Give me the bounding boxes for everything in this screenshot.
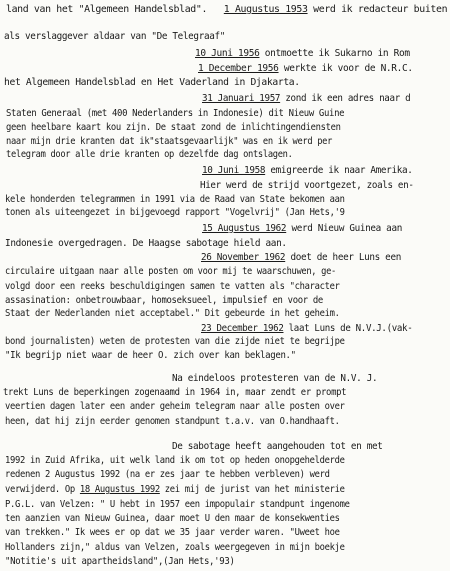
line-text: werd Nieuw Guinea aan (286, 223, 402, 234)
text-line (5, 238, 287, 250)
line-text: ontmoette ik Sukarno in Rom (259, 48, 410, 59)
text-line (4, 31, 225, 43)
underlined-date: 26 November 1962 (201, 252, 286, 263)
text-line (195, 48, 410, 60)
text-line (5, 455, 345, 467)
text-line (5, 350, 296, 362)
line-text: "Ik begrijp niet waar de heer O. zich over kan beklagen." (5, 350, 296, 361)
line-text: telegram door alle drie kranten op dezelfde dag ontslagen. (6, 149, 293, 160)
line-text: tonen als uiteengezet in bijgevoegd rapport "Vogelvrij" (Jan Hets,'9 (5, 207, 345, 218)
line-text: Indonesie overgedragen. De Haagse sabotage hield aan. (5, 238, 287, 249)
text-line (3, 387, 346, 399)
underlined-date: 18 Augustus 1992 (79, 484, 160, 495)
line-text: verwijderd. Op (5, 484, 80, 495)
text-line (5, 401, 345, 413)
line-text: Staat der Nederlanden niet acceptabel." Dit gebeurde in het geheim. (5, 308, 340, 319)
underlined-date: 31 Januari 1957 (202, 93, 281, 104)
text-line (202, 93, 410, 105)
text-line (6, 149, 293, 161)
line-text: naar mijn drie kranten dat ik"staatsgevaarlijk" was en ik werd per (6, 136, 333, 147)
text-line (5, 513, 340, 525)
line-text: P.G.L. van Velzen: " U hebt in 1957 een impopulair standpunt ingenome (5, 499, 350, 510)
text-line (5, 527, 340, 539)
line-text: als verslaggever aldaar van "De Telegraaf" (4, 31, 226, 42)
line-text: De sabotage heeft aangehouden tot en met (172, 441, 383, 452)
text-line (5, 194, 345, 206)
underlined-date: 10 Juni 1958 (202, 165, 266, 176)
text-line (5, 542, 345, 554)
line-text: ten aanzien van Nieuw Guinea, daar moet U den maar de konsekwenties (5, 513, 340, 524)
line-text: werd ik redacteur buiten (307, 4, 448, 15)
line-text: volgd door een reeks beschuldigingen samen te vatten als "character (5, 281, 340, 292)
text-line (201, 252, 401, 264)
line-text: veertien dagen later een ander geheim telegram naar alle posten over (5, 401, 345, 412)
line-text: trekt Luns de beperkingen zogenaamd in 1964 in, maar zendt er prompt (3, 387, 347, 398)
line-text: land van het "Algemeen Handelsblad". (6, 4, 224, 15)
text-line (201, 323, 412, 335)
text-line (5, 266, 336, 278)
text-line (202, 223, 402, 235)
line-text: Hollanders zijn," aldus van Velzen, zoals weergegeven in mijn boekje (5, 542, 345, 553)
line-text: Hier werd de strijd voortgezet, zoals en- (200, 180, 414, 191)
underlined-date: 15 Augustus 1962 (202, 223, 287, 234)
text-line (5, 281, 340, 293)
line-text: Staten Generaal (met 400 Nederlanders in Indonesie) dit Nieuw Guine (6, 108, 345, 119)
line-text: circulaire uitgaan naar alle posten om voor mij te waarschuwen, ge- (5, 266, 336, 277)
text-line (172, 441, 382, 453)
line-text: kele honderden telegrammen in 1991 via de Raad van State bekomen aan (5, 194, 345, 205)
text-line (5, 556, 235, 568)
line-text: redenen 2 Augustus 1992 (na er zes jaar te hebben verbleven) werd (5, 469, 330, 480)
line-text: doet de heer Luns een (285, 252, 401, 263)
line-text: laat Luns de N.V.J.(vak- (283, 323, 413, 334)
text-line (200, 180, 414, 192)
text-line (6, 4, 447, 16)
text-line (5, 295, 323, 307)
line-text: emigreerde ik naar Amerika. (265, 165, 413, 176)
underlined-date: 1 Augustus 1953 (223, 4, 308, 15)
underlined-date: 1 December 1956 (198, 63, 279, 74)
line-text: heen, dat hij zijn eerder genomen standpunt t.a.v. van O.handhaaft. (5, 416, 340, 427)
line-text: Na eindeloos protesteren van de N.V. J. (172, 373, 378, 384)
text-line (4, 77, 300, 89)
line-text: bond journalisten) weten de protesten van die zijde niet te begrijpe (5, 336, 345, 347)
text-line (5, 416, 340, 428)
text-line (198, 63, 413, 75)
text-line (5, 469, 330, 481)
line-text: "Notitie's uit apartheidsland",(Jan Hets,'93) (5, 556, 235, 567)
line-text: van trekken." Ik wees er op dat we 35 jaar verder waren. "Uweet hoe (5, 527, 340, 538)
text-line (6, 108, 344, 120)
line-text: 1992 in Zuid Afrika, uit welk land ik om tot op heden onopgehelderde (5, 455, 345, 466)
text-line (202, 165, 413, 177)
line-text: werkte ik voor de N.R.C. (278, 63, 413, 74)
underlined-date: 10 Juni 1956 (195, 48, 260, 59)
text-line (5, 484, 345, 496)
text-line (5, 308, 340, 320)
text-line (5, 207, 345, 219)
line-text: geen heelbare kaart kou zijn. De staat zond de inlichtingendiensten (6, 122, 341, 133)
text-line (6, 136, 332, 148)
text-line (5, 499, 350, 511)
line-text: zei mij de jurist van het ministerie (159, 484, 345, 495)
line-text: zond ik een adres naar d (280, 93, 411, 104)
line-text: het Algemeen Handelsblad en Het Vaderland in Djakarta. (4, 77, 300, 88)
underlined-date: 23 December 1962 (201, 323, 284, 334)
text-line (172, 373, 377, 385)
text-line (6, 122, 341, 134)
line-text: assasination: onbetrouwbaar, homoseksueel, impulsief en voor de (5, 295, 323, 306)
text-line (5, 336, 345, 348)
